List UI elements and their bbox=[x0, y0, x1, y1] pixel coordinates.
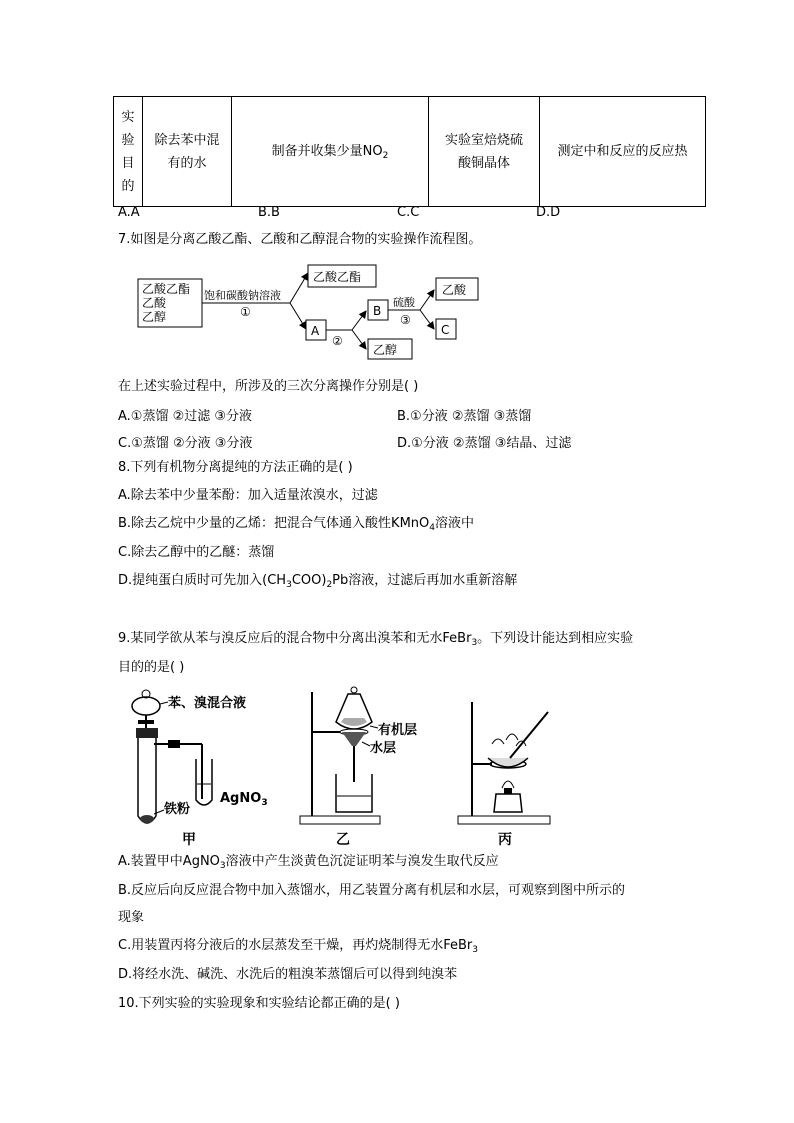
option-a[interactable]: A.①蒸馏 ②过滤 ③分液 bbox=[118, 409, 253, 424]
text: Pb溶液，过滤后再加水重新溶解 bbox=[332, 573, 518, 588]
q9-option-a[interactable] bbox=[118, 853, 499, 871]
stand-base bbox=[300, 816, 380, 824]
subscript: 3 bbox=[286, 580, 292, 590]
experiment-table bbox=[113, 96, 706, 207]
text: D.提纯蛋白质时可先加入(CH bbox=[118, 573, 287, 588]
subscript: 2 bbox=[326, 580, 333, 590]
text: C.用装置丙将分液后的水层蒸发至干燥，再灼烧制得无水FeBr bbox=[118, 938, 473, 953]
separation-flowchart bbox=[130, 263, 490, 363]
text: 溶液中产生淡黄色沉淀证明苯与溴发生取代反应 bbox=[225, 854, 499, 869]
step3-number: ③ bbox=[400, 313, 411, 327]
text: AgNO bbox=[220, 791, 262, 806]
row-label-char: 目 bbox=[121, 155, 135, 171]
stopper bbox=[351, 687, 357, 693]
subscript: 3 bbox=[261, 798, 268, 808]
lamp-wick bbox=[504, 788, 512, 794]
cell-text: 酸铜晶体 bbox=[457, 155, 510, 171]
leader-line bbox=[362, 742, 370, 746]
leader-line bbox=[160, 702, 168, 704]
q10-stem: 10.下列实验的实验现象和实验结论都正确的是( ) bbox=[118, 996, 400, 1011]
label-yi: 乙 bbox=[336, 832, 350, 848]
test-tube bbox=[138, 738, 156, 823]
flame bbox=[502, 781, 514, 788]
option-c[interactable]: C.C bbox=[397, 205, 420, 220]
q7-stem: 7.如图是分离乙酸乙酯、乙酸和乙醇混合物的实验操作流程图。 bbox=[118, 232, 482, 247]
text: COO) bbox=[291, 573, 327, 588]
text: 9.某同学欲从苯与溴反应后的混合物中分离出溴苯和无水FeBr bbox=[118, 631, 472, 646]
glass-rod bbox=[510, 712, 548, 758]
mixture-label: 乙醇 bbox=[142, 310, 167, 324]
text: 。下列设计能达到相应实验 bbox=[477, 631, 634, 646]
option-b[interactable]: B.①分液 ②蒸馏 ③蒸馏 bbox=[397, 409, 532, 424]
subscript: 3 bbox=[472, 945, 478, 955]
q8-option-b[interactable] bbox=[118, 515, 474, 533]
iron-powder bbox=[140, 815, 154, 823]
apparatus-bing bbox=[458, 702, 550, 848]
stopcock bbox=[138, 720, 154, 724]
table-cell-d bbox=[540, 97, 706, 207]
apparatus-figure bbox=[120, 684, 560, 849]
q8-option-a[interactable]: A.除去苯中少量苯酚：加入适量浓溴水，过滤 bbox=[118, 488, 378, 503]
mixture-label: 乙酸 bbox=[142, 296, 167, 310]
evaporating-dish bbox=[488, 758, 528, 767]
cell-text: 除去苯中混 bbox=[154, 132, 220, 148]
option-d[interactable]: D.D bbox=[536, 205, 561, 220]
text: 溶液中 bbox=[435, 516, 475, 531]
agno3-label bbox=[220, 791, 268, 808]
subscript: 3 bbox=[219, 861, 226, 871]
arrow-down bbox=[420, 310, 434, 329]
apparatus-jia bbox=[132, 690, 268, 848]
mixture-label: 乙酸乙酯 bbox=[142, 282, 191, 296]
cell-text: 测定中和反应的反应热 bbox=[557, 144, 688, 159]
q9-stem-line2: 目的的是( ) bbox=[118, 660, 185, 675]
option-c[interactable]: C.①蒸馏 ②分液 ③分液 bbox=[118, 436, 253, 451]
cell-text: 有的水 bbox=[167, 155, 207, 171]
q7-question: 在上述实验过程中，所涉及的三次分离操作分别是( ) bbox=[118, 379, 419, 394]
apparatus-yi bbox=[300, 687, 417, 848]
ethyl-acetate-label: 乙酸乙酯 bbox=[313, 270, 362, 284]
subscript: 2 bbox=[382, 151, 389, 161]
label-b: B bbox=[373, 304, 382, 318]
text: A.装置甲中AgNO bbox=[118, 854, 220, 869]
water-layer bbox=[342, 732, 366, 746]
iron-label: 铁粉 bbox=[164, 802, 191, 817]
subscript: 3 bbox=[471, 638, 478, 648]
q9-option-b[interactable]: B.反应后向反应混合物中加入蒸馏水，用乙装置分离有机层和水层，可观察到图中所示的 bbox=[118, 883, 626, 898]
arrow-down bbox=[352, 330, 366, 349]
option-a[interactable]: A.A bbox=[118, 205, 140, 220]
q9-option-b-cont: 现象 bbox=[118, 910, 145, 925]
step2-number: ② bbox=[332, 334, 343, 348]
rubber-joint bbox=[168, 740, 180, 748]
row-label-cell bbox=[114, 97, 143, 207]
step3-reagent: 硫酸 bbox=[393, 296, 415, 309]
acetic-acid-label: 乙酸 bbox=[442, 283, 467, 297]
label-jia: 甲 bbox=[182, 832, 196, 848]
q9-option-c[interactable] bbox=[118, 937, 478, 955]
organic-label: 有机层 bbox=[378, 723, 418, 738]
arrow-up bbox=[420, 290, 434, 310]
ethanol-label: 乙醇 bbox=[373, 343, 398, 357]
option-b[interactable]: B.B bbox=[258, 205, 280, 220]
table-cell-a bbox=[143, 97, 232, 207]
label-c: C bbox=[441, 323, 450, 337]
table-cell-b bbox=[232, 97, 429, 207]
leader-line bbox=[370, 726, 378, 728]
stand-base bbox=[458, 816, 550, 824]
dropping-funnel bbox=[132, 697, 160, 715]
q8-option-d[interactable] bbox=[118, 572, 517, 590]
alcohol-lamp bbox=[494, 794, 522, 812]
q9-option-d[interactable]: D.将经水洗、碱洗、水洗后的粗溴苯蒸馏后可以得到纯溴苯 bbox=[118, 967, 458, 982]
cell-text: 制备并收集少量NO bbox=[271, 144, 383, 159]
organic-layer bbox=[341, 718, 367, 726]
step1-reagent: 饱和碳酸钠溶液 bbox=[204, 289, 281, 302]
subscript: 4 bbox=[429, 523, 435, 533]
q8-stem: 8.下列有机物分离提纯的方法正确的是( ) bbox=[118, 460, 353, 475]
water-label: 水层 bbox=[370, 741, 397, 756]
label-a: A bbox=[311, 324, 320, 338]
row-label-char: 实 bbox=[121, 109, 135, 125]
text: B.除去乙烷中少量的乙烯：把混合气体通入酸性KMnO bbox=[118, 516, 430, 531]
option-d[interactable]: D.①分液 ②蒸馏 ③结晶、过滤 bbox=[397, 436, 572, 451]
step1-number: ① bbox=[240, 305, 251, 319]
row-label-char: 验 bbox=[121, 132, 135, 148]
q8-option-c[interactable]: C.除去乙醇中的乙醚：蒸馏 bbox=[118, 545, 275, 560]
rubber-stopper bbox=[136, 728, 158, 738]
arrow-up bbox=[290, 273, 308, 303]
table-cell-c bbox=[429, 97, 540, 207]
cell-text: 实验室焙烧硫 bbox=[444, 132, 523, 148]
table-row bbox=[114, 97, 706, 207]
q9-stem-line1 bbox=[118, 630, 633, 648]
label-bing: 丙 bbox=[498, 832, 512, 848]
arrow-down bbox=[290, 303, 306, 329]
arrow-up bbox=[352, 311, 366, 330]
row-label-char: 的 bbox=[121, 178, 135, 194]
funnel-label: 苯、溴混合液 bbox=[168, 696, 247, 711]
small-test-tube bbox=[196, 759, 212, 805]
